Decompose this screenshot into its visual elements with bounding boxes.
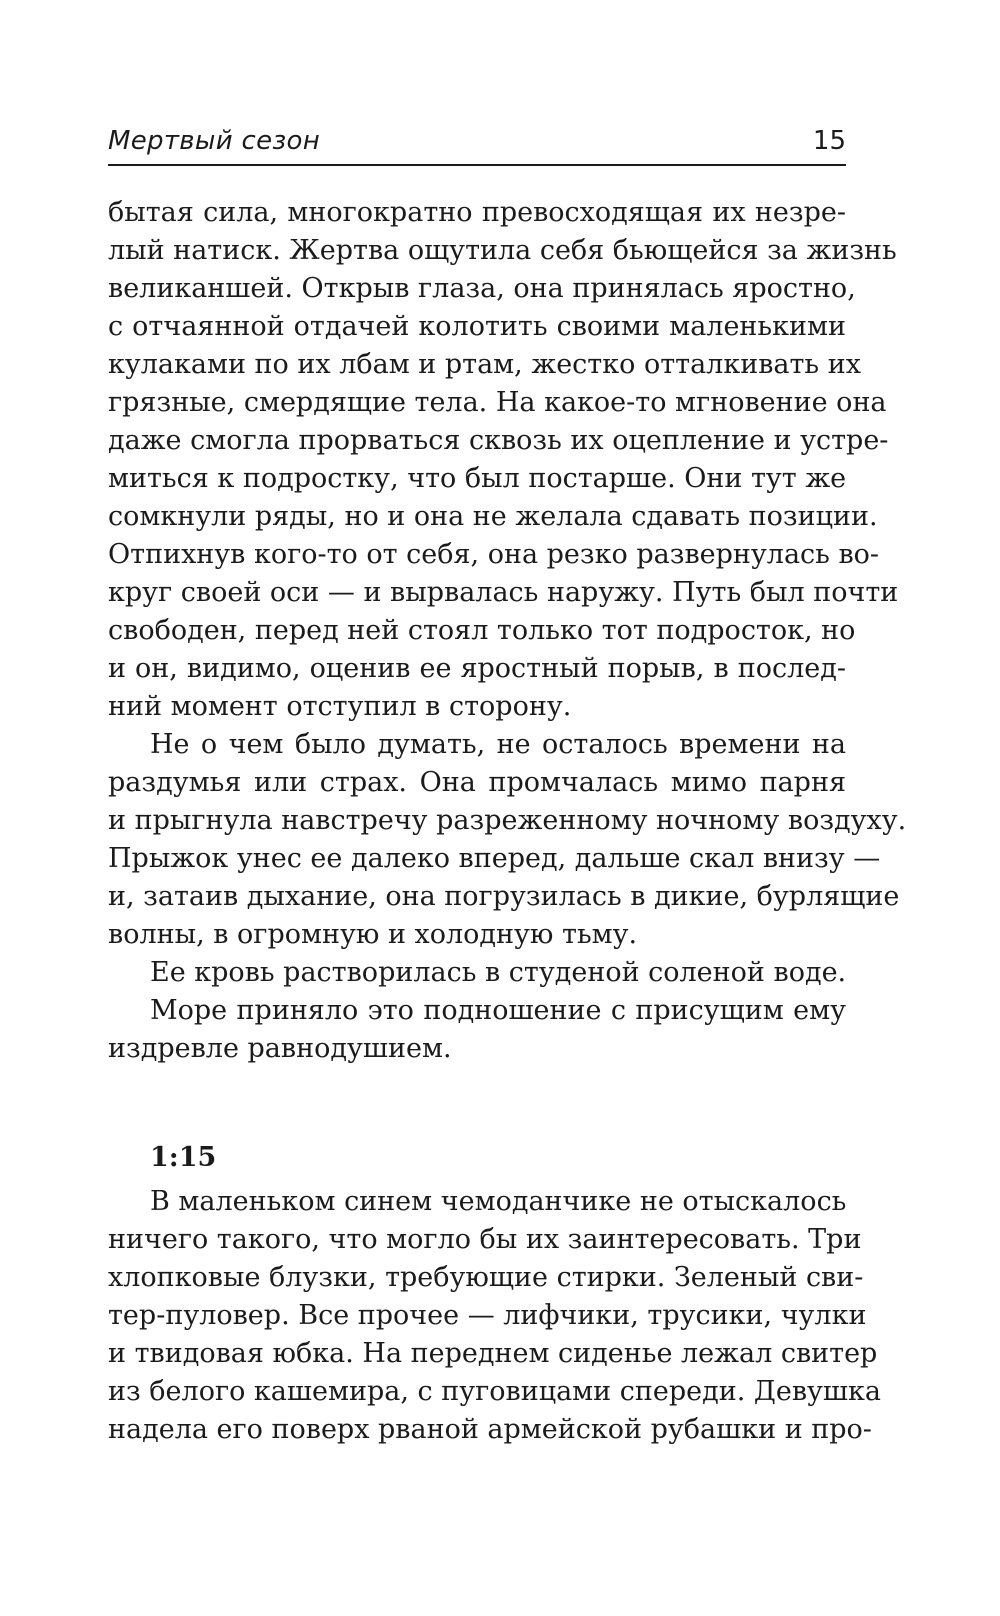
text-line: Отпихнув кого-то от себя, она резко развернулась во- xyxy=(108,539,880,570)
text-line: надела его поверх рваной армейской рубашки и про- xyxy=(108,1414,872,1445)
text-line: хлопковые блузки, требующие стирки. Зеленый сви- xyxy=(108,1262,864,1293)
text-line: волны, в огромную и холодную тьму. xyxy=(108,919,638,950)
text-line: великаншей. Открыв глаза, она принялась яростно, xyxy=(108,273,856,304)
text-line: издревле равнодушием. xyxy=(108,1033,452,1064)
page-number: 15 xyxy=(812,126,846,156)
running-head xyxy=(108,118,846,166)
text-line: раздумья или страх. Она промчалась мимо парня xyxy=(108,767,846,798)
text-line: свободен, перед ней стоял только тот подросток, но xyxy=(108,615,856,646)
text-line: сомкнули ряды, но и она не желала сдавать позиции. xyxy=(108,501,878,532)
text-line: и твидовая юбка. На переднем сиденье лежал свитер xyxy=(108,1338,878,1369)
text-line: Море приняло это подношение с присущим ему xyxy=(150,995,846,1026)
text-line: лый натиск. Жертва ощутила себя бьющейся за жизнь xyxy=(108,235,897,266)
text-line: тер-пуловер. Все прочее — лифчики, трусики, чулки xyxy=(108,1300,867,1331)
text-line: и прыгнула навстречу разреженному ночному воздуху. xyxy=(108,805,907,836)
text-line: круг своей оси — и вырвалась наружу. Путь был почти xyxy=(108,577,899,608)
text-line: грязные, смердящие тела. На какое-то мгновение она xyxy=(108,387,887,418)
text-line: и он, видимо, оценив ее яростный порыв, в послед- xyxy=(108,653,846,684)
text-line: из белого кашемира, с пуговицами спереди. Девушка xyxy=(108,1376,881,1407)
text-line: ний момент отступил в сторону. xyxy=(108,691,572,722)
text-line: бытая сила, многократно превосходящая их незре- xyxy=(108,197,846,228)
text-line: Не о чем было думать, не осталось времени на xyxy=(150,729,846,760)
text-line: даже смогла прорваться сквозь их оцепление и устре- xyxy=(108,425,889,456)
text-line: Прыжок унес ее далеко вперед, дальше скал внизу — xyxy=(108,843,881,874)
section-heading: 1:15 xyxy=(150,1142,217,1173)
running-head-title: Мертвый сезон xyxy=(108,126,321,156)
text-line: с отчаянной отдачей колотить своими маленькими xyxy=(108,311,846,342)
text-line: миться к подростку, что был постарше. Они тут же xyxy=(108,463,847,494)
text-line: Ее кровь растворилась в студеной соленой воде. xyxy=(150,957,847,988)
text-line: ничего такого, что могло бы их заинтересовать. Три xyxy=(108,1224,862,1255)
text-line: В маленьком синем чемоданчике не отыскалось xyxy=(150,1186,847,1217)
text-line: кулаками по их лбам и ртам, жестко отталкивать их xyxy=(108,349,861,380)
text-line: и, затаив дыхание, она погрузилась в дикие, бурлящие xyxy=(108,881,900,912)
